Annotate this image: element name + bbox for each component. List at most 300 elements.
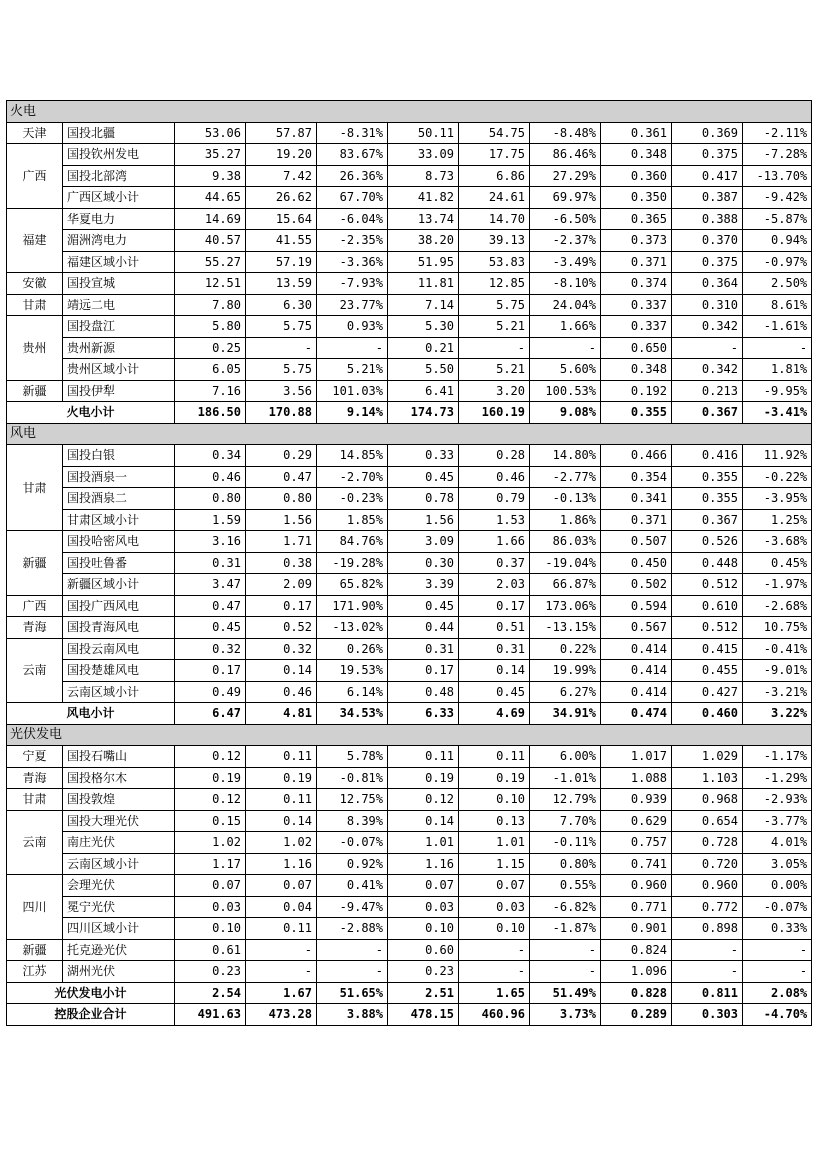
value-cell: 0.960 bbox=[601, 875, 672, 897]
value-cell: 2.50% bbox=[743, 273, 812, 295]
value-cell: 0.14 bbox=[388, 810, 459, 832]
value-cell: 14.69 bbox=[175, 208, 246, 230]
plant-name-cell: 会理光伏 bbox=[63, 875, 175, 897]
value-cell: 0.369 bbox=[672, 122, 743, 144]
value-cell: 1.02 bbox=[246, 832, 317, 854]
value-cell: 19.20 bbox=[246, 144, 317, 166]
value-cell: 9.38 bbox=[175, 165, 246, 187]
table-row bbox=[7, 617, 812, 639]
grand-total-value: 0.289 bbox=[601, 1004, 672, 1026]
value-cell: 0.23 bbox=[175, 961, 246, 983]
plant-name-cell: 国投宣城 bbox=[63, 273, 175, 295]
value-cell: 0.741 bbox=[601, 853, 672, 875]
value-cell: 38.20 bbox=[388, 230, 459, 252]
value-cell: 0.371 bbox=[601, 509, 672, 531]
value-cell: 6.27% bbox=[530, 681, 601, 703]
value-cell: 41.55 bbox=[246, 230, 317, 252]
plant-name-cell: 靖远二电 bbox=[63, 294, 175, 316]
plant-name-cell: 甘肃区域小计 bbox=[63, 509, 175, 531]
value-cell: 0.12 bbox=[388, 789, 459, 811]
plant-name-cell: 国投伊犁 bbox=[63, 380, 175, 402]
value-cell: 1.66 bbox=[459, 531, 530, 553]
value-cell: 40.57 bbox=[175, 230, 246, 252]
province-cell: 新疆 bbox=[7, 380, 63, 402]
value-cell: 6.00% bbox=[530, 746, 601, 768]
value-cell: 0.350 bbox=[601, 187, 672, 209]
value-cell: 3.39 bbox=[388, 574, 459, 596]
grand-total-value: 491.63 bbox=[175, 1004, 246, 1026]
province-cell: 新疆 bbox=[7, 531, 63, 596]
value-cell: 65.82% bbox=[317, 574, 388, 596]
value-cell: 39.13 bbox=[459, 230, 530, 252]
value-cell: 0.14 bbox=[246, 660, 317, 682]
value-cell: 0.94% bbox=[743, 230, 812, 252]
value-cell: 0.07 bbox=[246, 875, 317, 897]
value-cell: 0.30 bbox=[388, 552, 459, 574]
value-cell: 0.19 bbox=[459, 767, 530, 789]
value-cell: -0.07% bbox=[743, 896, 812, 918]
subtotal-value: 2.08% bbox=[743, 982, 812, 1004]
subtotal-value: 4.69 bbox=[459, 703, 530, 725]
value-cell: 0.60 bbox=[388, 939, 459, 961]
value-cell: 0.33% bbox=[743, 918, 812, 940]
grand-total-value: 460.96 bbox=[459, 1004, 530, 1026]
value-cell: 1.56 bbox=[246, 509, 317, 531]
value-cell: 44.65 bbox=[175, 187, 246, 209]
value-cell: 50.11 bbox=[388, 122, 459, 144]
value-cell: 0.19 bbox=[175, 767, 246, 789]
plant-name-cell: 贵州新源 bbox=[63, 337, 175, 359]
value-cell: 10.75% bbox=[743, 617, 812, 639]
section-header-row bbox=[7, 101, 812, 123]
value-cell: 0.44 bbox=[388, 617, 459, 639]
value-cell: 0.31 bbox=[459, 638, 530, 660]
value-cell: 0.375 bbox=[672, 251, 743, 273]
value-cell: 0.629 bbox=[601, 810, 672, 832]
value-cell: 0.17 bbox=[246, 595, 317, 617]
value-cell: -9.47% bbox=[317, 896, 388, 918]
value-cell: 1.59 bbox=[175, 509, 246, 531]
value-cell: - bbox=[317, 939, 388, 961]
value-cell: -3.36% bbox=[317, 251, 388, 273]
value-cell: 0.17 bbox=[388, 660, 459, 682]
value-cell: 15.64 bbox=[246, 208, 317, 230]
table-row bbox=[7, 187, 812, 209]
province-cell: 贵州 bbox=[7, 316, 63, 381]
table-row bbox=[7, 144, 812, 166]
value-cell: 0.46 bbox=[175, 466, 246, 488]
plant-name-cell: 广西区域小计 bbox=[63, 187, 175, 209]
value-cell: 8.61% bbox=[743, 294, 812, 316]
section-header-row bbox=[7, 724, 812, 746]
value-cell: -3.77% bbox=[743, 810, 812, 832]
value-cell: -9.42% bbox=[743, 187, 812, 209]
subtotal-value: 170.88 bbox=[246, 402, 317, 424]
value-cell: 0.10 bbox=[459, 789, 530, 811]
subtotal-value: 3.22% bbox=[743, 703, 812, 725]
value-cell: 0.17 bbox=[459, 595, 530, 617]
value-cell: 53.83 bbox=[459, 251, 530, 273]
value-cell: 0.11 bbox=[459, 746, 530, 768]
plant-name-cell: 四川区域小计 bbox=[63, 918, 175, 940]
value-cell: -0.41% bbox=[743, 638, 812, 660]
value-cell: 1.16 bbox=[388, 853, 459, 875]
grand-total-label: 控股企业合计 bbox=[7, 1004, 175, 1026]
table-row bbox=[7, 767, 812, 789]
value-cell: 0.728 bbox=[672, 832, 743, 854]
value-cell: 100.53% bbox=[530, 380, 601, 402]
subtotal-value: 51.65% bbox=[317, 982, 388, 1004]
plant-name-cell: 国投钦州发电 bbox=[63, 144, 175, 166]
value-cell: 0.507 bbox=[601, 531, 672, 553]
value-cell: - bbox=[672, 939, 743, 961]
value-cell: 0.12 bbox=[175, 789, 246, 811]
value-cell: 53.06 bbox=[175, 122, 246, 144]
value-cell: 0.45 bbox=[175, 617, 246, 639]
value-cell: 6.41 bbox=[388, 380, 459, 402]
value-cell: 1.56 bbox=[388, 509, 459, 531]
value-cell: 1.01 bbox=[459, 832, 530, 854]
table-row bbox=[7, 359, 812, 381]
value-cell: 1.029 bbox=[672, 746, 743, 768]
table-row bbox=[7, 552, 812, 574]
plant-name-cell: 国投酒泉一 bbox=[63, 466, 175, 488]
value-cell: 0.898 bbox=[672, 918, 743, 940]
value-cell: -8.48% bbox=[530, 122, 601, 144]
value-cell: 0.375 bbox=[672, 144, 743, 166]
value-cell: 0.22% bbox=[530, 638, 601, 660]
value-cell: 1.17 bbox=[175, 853, 246, 875]
value-cell: 1.15 bbox=[459, 853, 530, 875]
value-cell: 0.93% bbox=[317, 316, 388, 338]
value-cell: -19.28% bbox=[317, 552, 388, 574]
table-row bbox=[7, 337, 812, 359]
value-cell: 5.21 bbox=[459, 359, 530, 381]
value-cell: - bbox=[459, 337, 530, 359]
value-cell: -5.87% bbox=[743, 208, 812, 230]
value-cell: 0.29 bbox=[246, 445, 317, 467]
value-cell: 0.45 bbox=[459, 681, 530, 703]
value-cell: 173.06% bbox=[530, 595, 601, 617]
value-cell: -3.49% bbox=[530, 251, 601, 273]
value-cell: 5.75 bbox=[246, 359, 317, 381]
value-cell: 35.27 bbox=[175, 144, 246, 166]
subtotal-value: 34.91% bbox=[530, 703, 601, 725]
value-cell: 0.526 bbox=[672, 531, 743, 553]
value-cell: 51.95 bbox=[388, 251, 459, 273]
section-title: 光伏发电 bbox=[7, 724, 812, 746]
plant-name-cell: 贵州区域小计 bbox=[63, 359, 175, 381]
subtotal-value: 186.50 bbox=[175, 402, 246, 424]
value-cell: 0.51 bbox=[459, 617, 530, 639]
value-cell: 0.360 bbox=[601, 165, 672, 187]
value-cell: -2.88% bbox=[317, 918, 388, 940]
value-cell: 0.414 bbox=[601, 638, 672, 660]
subtotal-value: 174.73 bbox=[388, 402, 459, 424]
value-cell: 1.02 bbox=[175, 832, 246, 854]
value-cell: 0.348 bbox=[601, 359, 672, 381]
value-cell: 11.81 bbox=[388, 273, 459, 295]
value-cell: 5.21% bbox=[317, 359, 388, 381]
value-cell: 0.365 bbox=[601, 208, 672, 230]
value-cell: -2.37% bbox=[530, 230, 601, 252]
province-cell: 福建 bbox=[7, 208, 63, 273]
value-cell: 26.36% bbox=[317, 165, 388, 187]
grand-total-value: 478.15 bbox=[388, 1004, 459, 1026]
value-cell: -13.15% bbox=[530, 617, 601, 639]
table-row bbox=[7, 961, 812, 983]
value-cell: 0.28 bbox=[459, 445, 530, 467]
value-cell: 0.32 bbox=[246, 638, 317, 660]
table-row bbox=[7, 466, 812, 488]
value-cell: 5.21 bbox=[459, 316, 530, 338]
subtotal-value: 0.828 bbox=[601, 982, 672, 1004]
value-cell: 1.86% bbox=[530, 509, 601, 531]
value-cell: 2.09 bbox=[246, 574, 317, 596]
value-cell: -2.93% bbox=[743, 789, 812, 811]
table-row bbox=[7, 875, 812, 897]
value-cell: 27.29% bbox=[530, 165, 601, 187]
value-cell: 3.09 bbox=[388, 531, 459, 553]
value-cell: 0.37 bbox=[459, 552, 530, 574]
value-cell: 0.48 bbox=[388, 681, 459, 703]
grand-total-value: 473.28 bbox=[246, 1004, 317, 1026]
value-cell: 86.46% bbox=[530, 144, 601, 166]
value-cell: 0.17 bbox=[175, 660, 246, 682]
value-cell: 83.67% bbox=[317, 144, 388, 166]
value-cell: 0.354 bbox=[601, 466, 672, 488]
value-cell: -19.04% bbox=[530, 552, 601, 574]
value-cell: 0.47 bbox=[246, 466, 317, 488]
subtotal-value: 0.355 bbox=[601, 402, 672, 424]
value-cell: -1.29% bbox=[743, 767, 812, 789]
value-cell: -13.70% bbox=[743, 165, 812, 187]
value-cell: -1.97% bbox=[743, 574, 812, 596]
generation-table bbox=[6, 100, 812, 1026]
plant-name-cell: 国投云南风电 bbox=[63, 638, 175, 660]
value-cell: 0.414 bbox=[601, 681, 672, 703]
province-cell: 青海 bbox=[7, 767, 63, 789]
value-cell: 0.10 bbox=[388, 918, 459, 940]
plant-name-cell: 湄洲湾电力 bbox=[63, 230, 175, 252]
value-cell: -9.01% bbox=[743, 660, 812, 682]
value-cell: 1.66% bbox=[530, 316, 601, 338]
value-cell: -8.10% bbox=[530, 273, 601, 295]
value-cell: 0.07 bbox=[175, 875, 246, 897]
value-cell: -1.61% bbox=[743, 316, 812, 338]
value-cell: 0.466 bbox=[601, 445, 672, 467]
value-cell: 0.348 bbox=[601, 144, 672, 166]
table-row bbox=[7, 595, 812, 617]
value-cell: 26.62 bbox=[246, 187, 317, 209]
value-cell: 0.80% bbox=[530, 853, 601, 875]
value-cell: 1.85% bbox=[317, 509, 388, 531]
value-cell: 14.85% bbox=[317, 445, 388, 467]
value-cell: -9.95% bbox=[743, 380, 812, 402]
value-cell: 0.388 bbox=[672, 208, 743, 230]
value-cell: 0.757 bbox=[601, 832, 672, 854]
value-cell: -0.22% bbox=[743, 466, 812, 488]
value-cell: 55.27 bbox=[175, 251, 246, 273]
value-cell: 3.20 bbox=[459, 380, 530, 402]
table-row bbox=[7, 509, 812, 531]
subtotal-row bbox=[7, 703, 812, 725]
subtotal-value: 2.54 bbox=[175, 982, 246, 1004]
value-cell: 54.75 bbox=[459, 122, 530, 144]
table-row bbox=[7, 660, 812, 682]
value-cell: 14.80% bbox=[530, 445, 601, 467]
province-cell: 甘肃 bbox=[7, 294, 63, 316]
value-cell: -2.70% bbox=[317, 466, 388, 488]
value-cell: -3.95% bbox=[743, 488, 812, 510]
value-cell: 1.088 bbox=[601, 767, 672, 789]
value-cell: 101.03% bbox=[317, 380, 388, 402]
value-cell: 1.01 bbox=[388, 832, 459, 854]
plant-name-cell: 国投白银 bbox=[63, 445, 175, 467]
grand-total-value: 3.73% bbox=[530, 1004, 601, 1026]
value-cell: 0.78 bbox=[388, 488, 459, 510]
value-cell: -6.04% bbox=[317, 208, 388, 230]
value-cell: -2.11% bbox=[743, 122, 812, 144]
grand-total-row bbox=[7, 1004, 812, 1026]
value-cell: 1.71 bbox=[246, 531, 317, 553]
table-row bbox=[7, 294, 812, 316]
value-cell: 0.14 bbox=[246, 810, 317, 832]
province-cell: 四川 bbox=[7, 875, 63, 940]
value-cell: - bbox=[459, 939, 530, 961]
plant-name-cell: 福建区域小计 bbox=[63, 251, 175, 273]
value-cell: 86.03% bbox=[530, 531, 601, 553]
value-cell: 17.75 bbox=[459, 144, 530, 166]
plant-name-cell: 国投敦煌 bbox=[63, 789, 175, 811]
value-cell: 0.355 bbox=[672, 488, 743, 510]
value-cell: -0.07% bbox=[317, 832, 388, 854]
value-cell: - bbox=[530, 961, 601, 983]
value-cell: 0.11 bbox=[388, 746, 459, 768]
value-cell: 0.610 bbox=[672, 595, 743, 617]
value-cell: 0.512 bbox=[672, 617, 743, 639]
value-cell: 0.79 bbox=[459, 488, 530, 510]
province-cell: 云南 bbox=[7, 638, 63, 703]
value-cell: 0.654 bbox=[672, 810, 743, 832]
subtotal-value: 34.53% bbox=[317, 703, 388, 725]
value-cell: 0.80 bbox=[246, 488, 317, 510]
province-cell: 天津 bbox=[7, 122, 63, 144]
value-cell: 5.50 bbox=[388, 359, 459, 381]
value-cell: 24.04% bbox=[530, 294, 601, 316]
value-cell: 13.74 bbox=[388, 208, 459, 230]
value-cell: 66.87% bbox=[530, 574, 601, 596]
province-cell: 广西 bbox=[7, 144, 63, 209]
value-cell: 12.75% bbox=[317, 789, 388, 811]
plant-name-cell: 南庄光伏 bbox=[63, 832, 175, 854]
plant-name-cell: 新疆区域小计 bbox=[63, 574, 175, 596]
value-cell: -0.97% bbox=[743, 251, 812, 273]
value-cell: 0.45% bbox=[743, 552, 812, 574]
section-header-row bbox=[7, 423, 812, 445]
subtotal-value: 0.811 bbox=[672, 982, 743, 1004]
value-cell: 0.720 bbox=[672, 853, 743, 875]
value-cell: 0.901 bbox=[601, 918, 672, 940]
table-row bbox=[7, 380, 812, 402]
value-cell: 0.337 bbox=[601, 294, 672, 316]
province-cell: 甘肃 bbox=[7, 789, 63, 811]
value-cell: 0.80 bbox=[175, 488, 246, 510]
value-cell: 69.97% bbox=[530, 187, 601, 209]
table-row bbox=[7, 574, 812, 596]
table-row bbox=[7, 832, 812, 854]
value-cell: 1.16 bbox=[246, 853, 317, 875]
value-cell: - bbox=[672, 337, 743, 359]
value-cell: 0.448 bbox=[672, 552, 743, 574]
value-cell: 0.12 bbox=[175, 746, 246, 768]
table-row bbox=[7, 531, 812, 553]
grand-total-value: -4.70% bbox=[743, 1004, 812, 1026]
value-cell: -7.28% bbox=[743, 144, 812, 166]
value-cell: - bbox=[459, 961, 530, 983]
value-cell: 0.512 bbox=[672, 574, 743, 596]
plant-name-cell: 国投大理光伏 bbox=[63, 810, 175, 832]
value-cell: 0.371 bbox=[601, 251, 672, 273]
value-cell: - bbox=[246, 939, 317, 961]
plant-name-cell: 华夏电力 bbox=[63, 208, 175, 230]
plant-name-cell: 国投吐鲁番 bbox=[63, 552, 175, 574]
table-row bbox=[7, 896, 812, 918]
value-cell: 0.10 bbox=[459, 918, 530, 940]
value-cell: 0.15 bbox=[175, 810, 246, 832]
value-cell: 5.30 bbox=[388, 316, 459, 338]
value-cell: 0.192 bbox=[601, 380, 672, 402]
value-cell: 5.60% bbox=[530, 359, 601, 381]
value-cell: 171.90% bbox=[317, 595, 388, 617]
value-cell: -0.13% bbox=[530, 488, 601, 510]
value-cell: - bbox=[743, 939, 812, 961]
subtotal-label: 火电小计 bbox=[7, 402, 175, 424]
value-cell: -6.82% bbox=[530, 896, 601, 918]
value-cell: - bbox=[530, 337, 601, 359]
value-cell: 19.53% bbox=[317, 660, 388, 682]
value-cell: 7.70% bbox=[530, 810, 601, 832]
plant-name-cell: 国投北疆 bbox=[63, 122, 175, 144]
value-cell: 0.23 bbox=[388, 961, 459, 983]
value-cell: 5.80 bbox=[175, 316, 246, 338]
value-cell: 0.46 bbox=[246, 681, 317, 703]
value-cell: 5.75 bbox=[246, 316, 317, 338]
plant-name-cell: 托克逊光伏 bbox=[63, 939, 175, 961]
plant-name-cell: 国投北部湾 bbox=[63, 165, 175, 187]
plant-name-cell: 国投楚雄风电 bbox=[63, 660, 175, 682]
value-cell: 5.75 bbox=[459, 294, 530, 316]
table-row bbox=[7, 638, 812, 660]
province-cell: 云南 bbox=[7, 810, 63, 875]
table-body bbox=[7, 101, 812, 1026]
province-cell: 广西 bbox=[7, 595, 63, 617]
value-cell: 0.342 bbox=[672, 359, 743, 381]
value-cell: 0.45 bbox=[388, 595, 459, 617]
table-row bbox=[7, 208, 812, 230]
table-row bbox=[7, 681, 812, 703]
value-cell: 0.07 bbox=[459, 875, 530, 897]
value-cell: 0.824 bbox=[601, 939, 672, 961]
province-cell: 青海 bbox=[7, 617, 63, 639]
subtotal-label: 风电小计 bbox=[7, 703, 175, 725]
subtotal-value: 51.49% bbox=[530, 982, 601, 1004]
value-cell: 0.03 bbox=[459, 896, 530, 918]
subtotal-value: 4.81 bbox=[246, 703, 317, 725]
value-cell: -3.68% bbox=[743, 531, 812, 553]
value-cell: 0.10 bbox=[175, 918, 246, 940]
value-cell: - bbox=[743, 337, 812, 359]
